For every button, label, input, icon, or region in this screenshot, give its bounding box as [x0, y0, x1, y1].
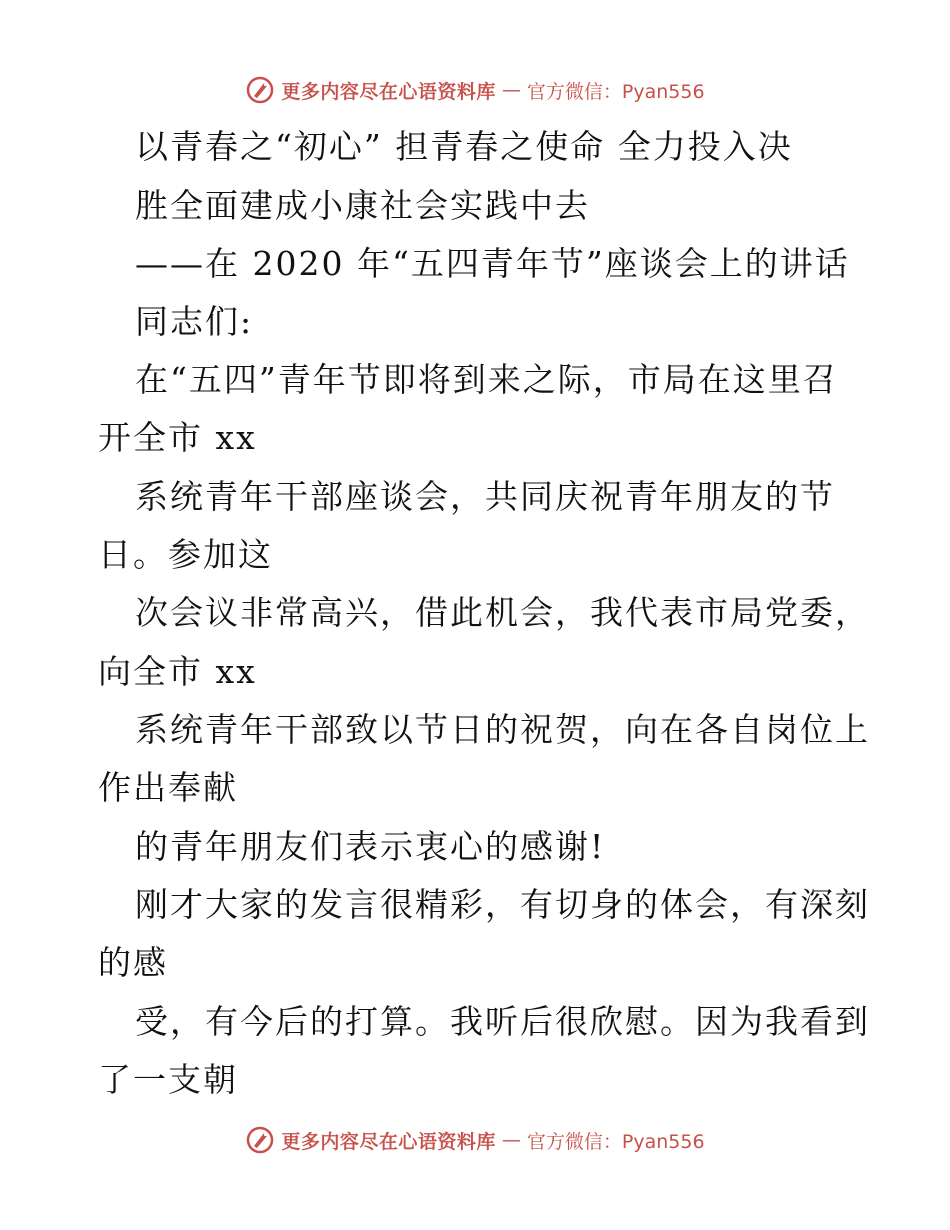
pen-nib-seal-icon: [245, 75, 275, 105]
paragraph-line: 受，有今后的打算。我听后很欣慰。因为我看到: [135, 1002, 870, 1041]
paragraph-line: 次会议非常高兴，借此机会，我代表市局党委，: [135, 593, 870, 632]
paragraph-line: 在“五四”青年节即将到来之际，市局在这里召: [135, 360, 838, 399]
footer-watermark: [0, 1120, 950, 1160]
watermark-contact-text: 官方微信：Pyan556: [526, 80, 705, 103]
paragraph-line: 开全市 xx: [98, 418, 257, 457]
paragraph-line: 系统青年干部座谈会，共同庆祝青年朋友的节: [135, 477, 835, 516]
paragraph-line: 向全市 xx: [98, 652, 257, 691]
watermark-contact-text: 官方微信：Pyan556: [526, 1130, 705, 1153]
salutation: 同志们:: [135, 302, 254, 341]
paragraph-line: 日。参加这: [98, 535, 273, 574]
paragraph-line: 刚才大家的发言很精彩，有切身的体会，有深刻: [135, 885, 870, 924]
watermark-brand-text: 更多内容尽在心语资料库: [281, 1130, 496, 1153]
paragraph-line: 的青年朋友们表示衷心的感谢!: [135, 827, 606, 866]
pen-nib-seal-icon: [245, 1125, 275, 1155]
paragraph-line: 了一支朝: [98, 1060, 238, 1099]
header-watermark: [0, 70, 950, 110]
watermark-separator: —: [501, 1129, 521, 1151]
title-line-1: 以青春之“初心” 担青春之使命 全力投入决: [135, 127, 793, 166]
subtitle-line: ——在 2020 年“五四青年节”座谈会上的讲话: [135, 244, 850, 283]
watermark-brand-text: 更多内容尽在心语资料库: [281, 80, 496, 103]
watermark-separator: —: [501, 79, 521, 101]
paragraph-line: 系统青年干部致以节日的祝贺，向在各自岗位上: [135, 710, 870, 749]
title-line-2: 胜全面建成小康社会实践中去: [135, 186, 590, 225]
paragraph-line: 作出奉献: [98, 768, 238, 807]
paragraph-line: 的感: [98, 943, 168, 982]
